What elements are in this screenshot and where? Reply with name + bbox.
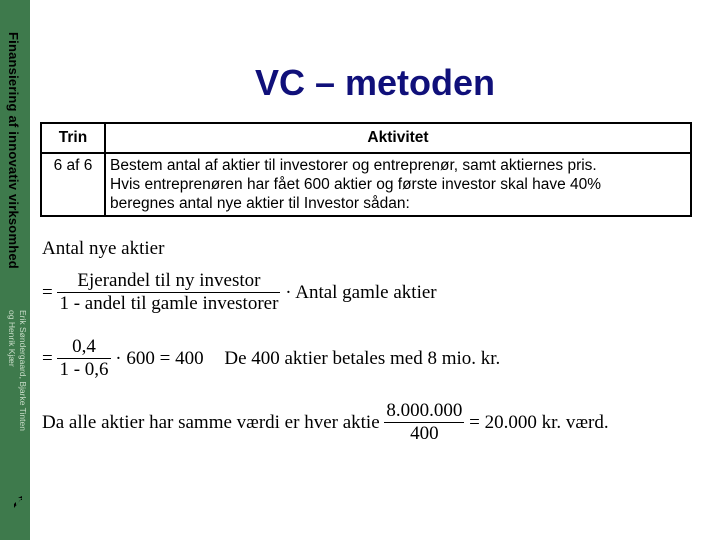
formula2-fraction	[57, 336, 110, 381]
activity-line-2: Hvis entreprenøren har fået 600 aktier og første investor skal have 40%	[110, 176, 602, 193]
sidebar-title: Finansiering af innovativ virksomhed	[6, 32, 21, 269]
activity-line-1: Bestem antal af aktier til investorer og entreprenør, samt aktiernes pris.	[110, 157, 597, 174]
formula1-denominator: 1 - andel til gamle investorer	[59, 293, 279, 314]
formula3-denominator: 400	[410, 423, 439, 444]
slide-title: VC – metoden	[254, 62, 496, 103]
activity-line-3: beregnes antal nye aktier til Investor sådan:	[110, 195, 410, 212]
formula3-prefix: Da alle aktier har samme værdi er hver aktie	[42, 411, 380, 433]
table-header-row	[41, 123, 691, 153]
formula3-numerator: 8.000.000	[386, 400, 463, 421]
formula1-numerator: Ejerandel til ny investor	[57, 270, 280, 293]
formula1	[42, 270, 437, 315]
sidebar-authors: Erik Søndergaard, Bjarke Tinten og Henrik Kjær	[7, 310, 28, 431]
formula1-multiplier: · Antal gamle aktier	[285, 281, 437, 303]
header-step: Trin	[41, 123, 105, 153]
formula2-rest: · 600 = 400	[115, 347, 204, 369]
steps-table	[40, 122, 692, 217]
table-row	[41, 153, 691, 216]
cell-activity	[105, 153, 691, 216]
formula2-denominator: 1 - 0,6	[59, 359, 109, 380]
formula1-label: Antal nye aktier	[42, 238, 165, 259]
formula1-equals: =	[42, 281, 53, 303]
formula1-fraction	[57, 270, 280, 315]
formula2-note: De 400 aktier betales med 8 mio. kr.	[224, 347, 501, 369]
header-activity: Aktivitet	[105, 123, 691, 153]
formula2-numerator: 0,4	[57, 336, 110, 359]
formula3	[42, 400, 609, 445]
formula2	[42, 336, 500, 381]
formula3-fraction	[384, 400, 464, 445]
formula2-equals: =	[42, 347, 53, 369]
sidebar	[0, 0, 30, 540]
cell-step: 6 af 6	[41, 153, 105, 216]
logo-icon	[6, 494, 24, 512]
formula3-result: = 20.000 kr. værd.	[469, 411, 609, 433]
